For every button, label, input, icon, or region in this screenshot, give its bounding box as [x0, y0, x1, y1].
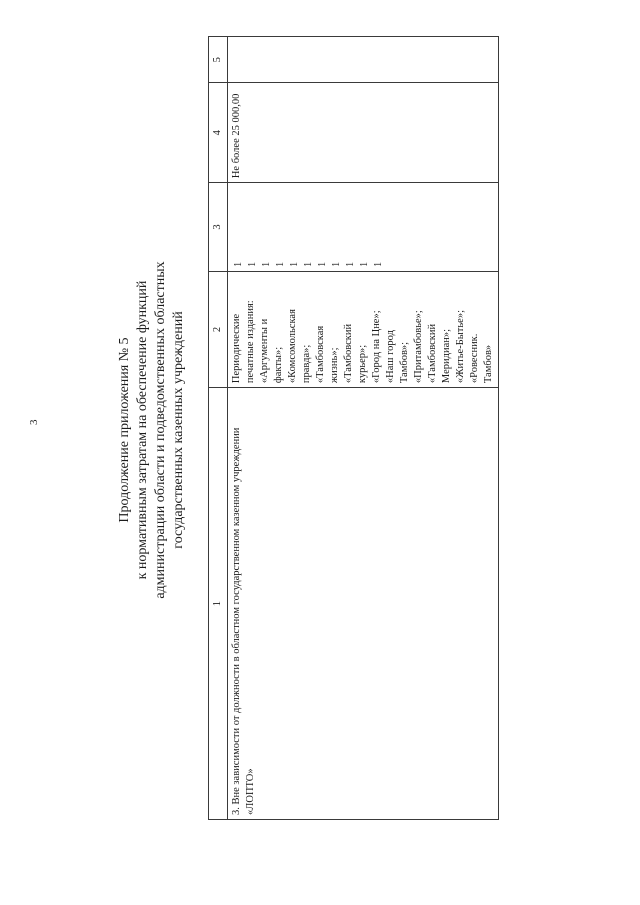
list-item: «Тамбовский	[427, 323, 438, 384]
list-item: «Притамбовье»;	[413, 310, 424, 384]
quantity-value: 1	[261, 261, 272, 267]
caption-line-2: к нормативным затратам на обеспечение функций	[135, 280, 150, 580]
quantity-value: 1	[275, 261, 286, 267]
rotated-page-content	[110, 20, 530, 840]
quantity-value: 1	[345, 261, 356, 267]
norms-table	[208, 36, 499, 820]
empty-cell	[228, 37, 499, 83]
list-item: «Тамбовская	[315, 325, 326, 384]
list-item: «Житье-Бытье»;	[455, 310, 466, 384]
items-cell	[228, 271, 499, 387]
list-item: Периодические	[231, 313, 242, 384]
list-item: жизнь»;	[329, 347, 340, 384]
list-item: «Город на Цне»;	[371, 310, 382, 384]
position-category-cell: 3. Вне зависимости от должности в областном государственном казенном учреждении «ЛОПТО»	[228, 388, 499, 820]
quantity-value: 1	[247, 261, 258, 267]
header-col-2: 2	[209, 271, 228, 387]
caption-line-3: администрации области и подведомственных областных	[153, 261, 168, 599]
list-item: правда»;	[301, 344, 312, 384]
header-col-3: 3	[209, 183, 228, 272]
list-item: «Наш город	[385, 330, 396, 384]
caption-line-1: Продолжение приложения № 5	[117, 337, 132, 523]
list-item: «Ровесник.	[469, 333, 480, 384]
quantity-value: 1	[289, 261, 300, 267]
quantity-list	[232, 262, 386, 267]
header-col-5: 5	[209, 37, 228, 83]
list-item: «Тамбовский	[343, 323, 354, 384]
list-item: Тамбов»;	[399, 341, 410, 384]
table-header-row	[209, 37, 228, 820]
list-item: Меридиан»;	[441, 328, 452, 384]
quantity-value: 1	[373, 261, 384, 267]
quantity-value: 1	[317, 261, 328, 267]
list-item: «Аргументы и	[259, 318, 270, 384]
list-item: печатные издания:	[245, 300, 256, 384]
header-col-4: 4	[209, 83, 228, 183]
list-item: «Комсомольская	[287, 309, 298, 384]
price-limit-cell: Не более 25 000,00	[228, 83, 499, 183]
quantity-cell	[228, 183, 499, 272]
page-number: 3	[28, 419, 40, 425]
list-item: Тамбов»	[483, 344, 494, 384]
quantity-value: 1	[359, 261, 370, 267]
quantity-value: 1	[303, 261, 314, 267]
list-item: факты»;	[273, 346, 284, 384]
header-col-1: 1	[209, 388, 228, 820]
quantity-value: 1	[331, 261, 342, 267]
list-item: курьер»;	[357, 344, 368, 384]
table-row	[228, 37, 499, 820]
appendix-caption	[116, 20, 188, 840]
quantity-value: 1	[233, 261, 244, 267]
caption-line-4: государственных казенных учреждений	[171, 311, 186, 549]
